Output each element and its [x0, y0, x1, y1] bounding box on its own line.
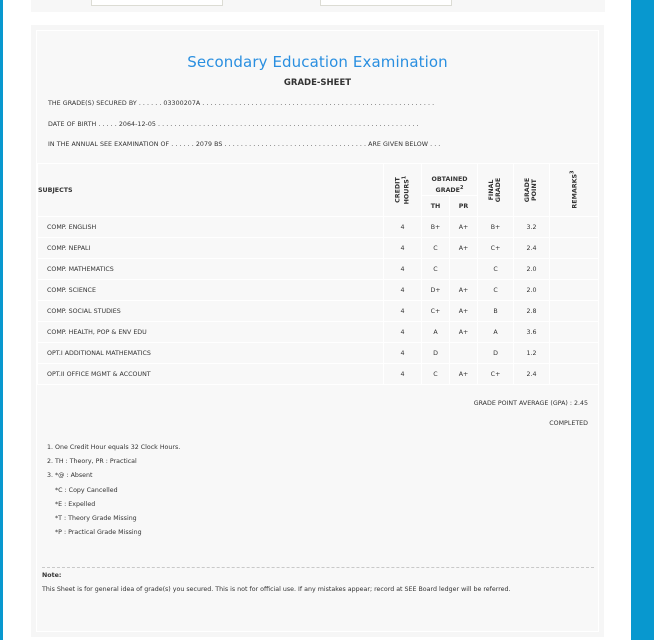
legend-item: 2. TH : Theory, PR : Practical: [47, 458, 137, 466]
grade-point-cell: 2.8: [514, 301, 550, 322]
credit-cell: 4: [384, 238, 422, 259]
final-grade-cell: C: [478, 280, 514, 301]
grade-point-cell: 3.2: [514, 217, 550, 238]
table-row: [38, 301, 599, 322]
theory-grade-cell: B+: [422, 217, 450, 238]
legend-item: *T : Theory Grade Missing: [55, 514, 137, 522]
subject-cell: COMP. ENGLISH: [38, 217, 384, 238]
header-final-grade: FINAL GRADE: [478, 164, 514, 217]
legend-item: *C : Copy Cancelled: [55, 486, 118, 494]
header-practical: PR: [450, 196, 478, 217]
remarks-cell: [550, 343, 599, 364]
subject-cell: COMP. NEPALI: [38, 238, 384, 259]
theory-grade-cell: C: [422, 364, 450, 385]
table-row: [38, 259, 599, 280]
header-subjects: SUBJECTS: [38, 164, 384, 217]
note-divider: [42, 567, 594, 568]
final-grade-cell: B+: [478, 217, 514, 238]
right-accent-bar: [631, 0, 654, 640]
theory-grade-cell: C: [422, 259, 450, 280]
practical-grade-cell: A+: [450, 280, 478, 301]
final-grade-cell: C+: [478, 364, 514, 385]
date-of-birth-line: DATE OF BIRTH . . . . . 2064-12-05 . . . . . . . . . . . . . . . . . . . . . . . . . . . . . . . . . . . . . . . . . . . . . . . . . . . . . . . . . . . . . . . .: [48, 121, 419, 128]
note-text: This Sheet is for general idea of grade(s) you secured. This is not for official use. If any mistakes appear; record at SEE Board ledger will be referred.: [42, 586, 511, 593]
credit-cell: 4: [384, 364, 422, 385]
remarks-cell: [550, 280, 599, 301]
grades-table: [37, 163, 599, 385]
final-grade-cell: B: [478, 301, 514, 322]
practical-grade-cell: A+: [450, 364, 478, 385]
symbol-number-input[interactable]: [91, 0, 223, 6]
credit-cell: 4: [384, 322, 422, 343]
final-grade-cell: A: [478, 322, 514, 343]
remarks-cell: [550, 259, 599, 280]
grade-point-cell: 2.0: [514, 280, 550, 301]
remarks-cell: [550, 364, 599, 385]
practical-grade-cell: [450, 259, 478, 280]
grade-point-cell: 2.4: [514, 238, 550, 259]
remarks-cell: [550, 217, 599, 238]
subject-cell: COMP. SOCIAL STUDIES: [38, 301, 384, 322]
dob-input[interactable]: [320, 0, 452, 6]
theory-grade-cell: D: [422, 343, 450, 364]
practical-grade-cell: A+: [450, 217, 478, 238]
table-row: [38, 217, 599, 238]
result-status: COMPLETED: [549, 420, 588, 427]
final-grade-cell: C+: [478, 238, 514, 259]
grade-point-cell: 2.4: [514, 364, 550, 385]
header-theory: TH: [422, 196, 450, 217]
header-grade-point: GRADE POINT: [514, 164, 550, 217]
credit-cell: 4: [384, 301, 422, 322]
remarks-cell: [550, 301, 599, 322]
credit-cell: 4: [384, 217, 422, 238]
grade-point-cell: 2.0: [514, 259, 550, 280]
remarks-cell: [550, 322, 599, 343]
table-row: [38, 364, 599, 385]
legend-item: *P : Practical Grade Missing: [55, 529, 142, 537]
credit-cell: 4: [384, 343, 422, 364]
practical-grade-cell: [450, 343, 478, 364]
legend-item: 3. *@ : Absent: [47, 472, 93, 480]
secured-by-line: THE GRADE(S) SECURED BY . . . . . . 03300207A . . . . . . . . . . . . . . . . . . . . . . . . . . . . . . . . . . . . . . . . . . . . . . . . . . . . . . . . .: [48, 100, 435, 107]
practical-grade-cell: A+: [450, 301, 478, 322]
practical-grade-cell: A+: [450, 322, 478, 343]
left-accent-bar: [0, 0, 3, 640]
subject-cell: COMP. SCIENCE: [38, 280, 384, 301]
subject-cell: COMP. MATHEMATICS: [38, 259, 384, 280]
legend-item: 1. One Credit Hour equals 32 Clock Hours.: [47, 444, 181, 451]
subject-cell: OPT.II OFFICE MGMT & ACCOUNT: [38, 364, 384, 385]
header-remarks: REMARKS$^3$: [550, 164, 599, 217]
exam-year-line: IN THE ANNUAL SEE EXAMINATION OF . . . . . . 2079 BS . . . . . . . . . . . . . . . . . . . . . . . . . . . . . . . . . . . ARE GIVEN BELOW . . .: [48, 141, 441, 148]
legend-item: *E : Expelled: [55, 500, 96, 508]
final-grade-cell: C: [478, 259, 514, 280]
table-row: [38, 343, 599, 364]
grade-sheet: [36, 30, 599, 632]
table-row: [38, 238, 599, 259]
subject-cell: COMP. HEALTH, POP & ENV EDU: [38, 322, 384, 343]
header-obtained-grade: OBTAINED GRADE$^2$: [422, 164, 478, 196]
grade-sheet-heading: GRADE-SHEET: [283, 78, 352, 88]
grade-point-cell: 1.2: [514, 343, 550, 364]
subject-cell: OPT.I ADDITIONAL MATHEMATICS: [38, 343, 384, 364]
gpa-summary: GRADE POINT AVERAGE (GPA) : 2.45: [473, 400, 588, 407]
theory-grade-cell: D+: [422, 280, 450, 301]
search-form-panel: [31, 0, 605, 12]
table-row: [38, 322, 599, 343]
credit-cell: 4: [384, 259, 422, 280]
table-row: [38, 280, 599, 301]
grade-sheet-container: [31, 25, 604, 637]
theory-grade-cell: A: [422, 322, 450, 343]
exam-title: Secondary Education Examination: [187, 53, 448, 71]
header-credit-hours: CREDIT HOURS$^1$: [384, 164, 422, 217]
remarks-cell: [550, 238, 599, 259]
legend: [47, 441, 180, 540]
final-grade-cell: D: [478, 343, 514, 364]
theory-grade-cell: C: [422, 238, 450, 259]
grade-point-cell: 3.6: [514, 322, 550, 343]
theory-grade-cell: C+: [422, 301, 450, 322]
practical-grade-cell: A+: [450, 238, 478, 259]
note-label: Note:: [42, 572, 62, 579]
credit-cell: 4: [384, 280, 422, 301]
